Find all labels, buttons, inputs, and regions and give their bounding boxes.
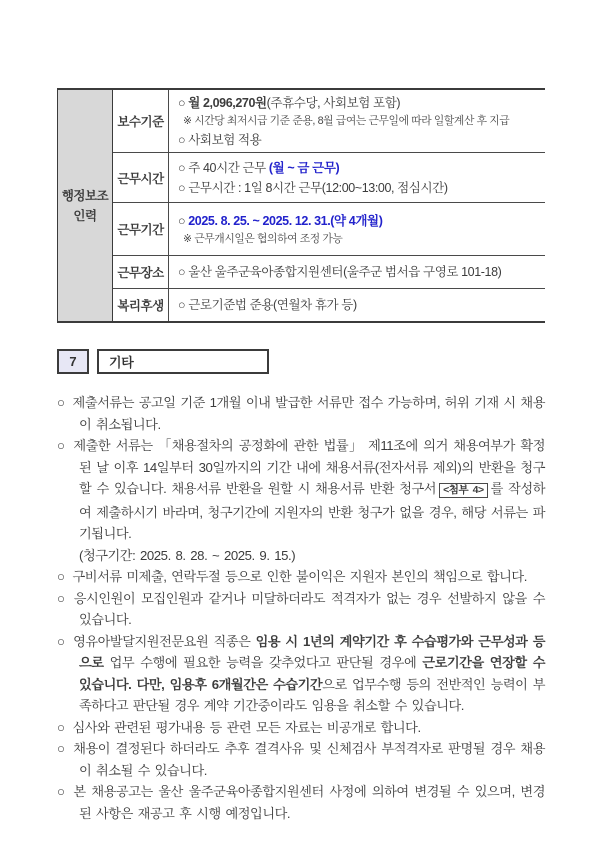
table-row-content — [169, 256, 545, 288]
text-segment: ※ 시간당 최저시급 기준 준용, 8월 급여는 근무일에 따라 일할계산 후 지급 — [183, 114, 510, 127]
text-segment: ○ — [178, 213, 189, 228]
table-row-label: 근무장소 — [113, 256, 169, 288]
table-row-label: 복리후생 — [113, 289, 169, 321]
table-row — [113, 90, 545, 152]
table-content-line — [178, 130, 545, 150]
notice-item — [57, 588, 545, 631]
notice-item — [57, 631, 545, 717]
table-row-content — [169, 203, 545, 255]
text-segment: ○ 근무시간 : 1일 8시간 근무(12:00~13:00, 점심시간) — [178, 180, 448, 195]
text-segment: (주휴수당, 사회보험 포함) — [266, 95, 401, 110]
notice-item-text — [74, 591, 545, 628]
notice-item-text — [73, 784, 545, 821]
notice-list — [57, 392, 545, 824]
circle-bullet-icon: ○ — [57, 569, 65, 584]
text-segment: 본 채용공고는 울산 울주군육아종합지원센터 사정에 의하여 변경될 수 있으며, 변경된 사항은 재공고 후 시행 예정입니다. — [73, 784, 546, 821]
text-segment: 채용이 결정된다 하더라도 추후 결격사유 및 신체검사 부적격자로 판명될 경우 채용이 취소될 수 있습니다. — [73, 741, 546, 778]
table-row — [113, 152, 545, 202]
text-segment: ○ — [178, 95, 189, 110]
text-segment: ※ 근무개시일은 협의하여 조정 가능 — [183, 232, 343, 245]
table-row-label: 근무시간 — [113, 153, 169, 202]
notice-item — [57, 566, 545, 588]
table-row-label: 근무기간 — [113, 203, 169, 255]
text-segment: (월 ~ 금 근무) — [268, 160, 340, 175]
table-content-line — [178, 93, 545, 113]
text-segment: ○ 울산 울주군육아종합지원센터(울주군 범서읍 구영로 101-18) — [178, 265, 502, 279]
table-row — [113, 255, 545, 288]
text-segment: ○ 주 40시간 근무 — [178, 160, 269, 175]
text-segment: 를 작성하여 제출하시기 바라며, 청구기간에 지원자의 반환 청구가 없을 경우, 해당 서류는 파기됩니다. — [79, 481, 545, 541]
text-segment: 심사와 관련된 평가내용 등 관련 모든 자료는 비공개로 합니다. — [72, 719, 421, 735]
document-page — [57, 88, 545, 824]
circle-bullet-icon: ○ — [57, 784, 66, 799]
text-segment: 응시인원이 모집인원과 같거나 미달하더라도 적격자가 없는 경우 선발하지 않을 수 있습니다. — [73, 590, 545, 627]
table-group-header-line2: 인력 — [73, 208, 97, 223]
text-segment: 임용 시 1년의 계약기간 후 수습평가와 근무성과 등으로 — [79, 633, 546, 670]
table-row — [113, 288, 545, 321]
job-info-table — [57, 88, 545, 323]
table-content-line — [178, 178, 545, 198]
table-content-line — [178, 211, 545, 231]
circle-bullet-icon: ○ — [57, 438, 66, 453]
circle-bullet-icon: ○ — [57, 741, 66, 756]
circle-bullet-icon: ○ — [57, 590, 66, 606]
table-row-label: 보수기준 — [113, 90, 169, 152]
text-segment: 제출서류는 공고일 기준 1개월 이내 발급한 서류만 접수 가능하며, 허위 기재 시 채용이 취소됩니다. — [72, 395, 545, 432]
notice-item — [57, 435, 545, 566]
circle-bullet-icon: ○ — [57, 719, 65, 735]
table-content-line — [178, 262, 545, 282]
table-content-line — [178, 158, 545, 178]
text-segment: 제출한 서류는 「채용절차의 공정화에 관한 법률」 제11조에 의거 채용여부가 확정된 날 이후 14일부터 30일까지의 기간 내에 채용서류(전자서류 제외)의 반환을 청구할 수 있습니다. 채용서류 반환을 원할 시 채용서류 반환 청구서 — [73, 438, 546, 496]
table-footnote-line — [178, 113, 545, 130]
text-segment: (청구기간: 2025. 8. 28. ~ 2025. 9. 15.) — [79, 547, 296, 563]
attachment-ref-box: <첨부 4> — [439, 483, 488, 498]
text-segment: 업무 수행에 필요한 능력을 갖추었다고 판단될 경우에 — [103, 655, 423, 670]
text-segment: ○ 사회보험 적용 — [178, 132, 262, 147]
table-row-content — [169, 289, 545, 321]
table-group-header-line1: 행정보조 — [61, 188, 109, 203]
notice-item-text — [73, 438, 545, 563]
notice-item-text — [73, 395, 545, 432]
table-content-line — [178, 295, 545, 315]
circle-bullet-icon: ○ — [57, 633, 66, 649]
notice-item — [57, 717, 545, 739]
table-row-content — [169, 153, 545, 202]
text-segment: 영유아발달지원전문요원 직종은 — [73, 633, 256, 649]
section-number-badge: 7 — [57, 349, 89, 374]
notice-item — [57, 738, 545, 781]
circle-bullet-icon: ○ — [57, 395, 65, 410]
table-group-header — [58, 90, 113, 321]
text-segment: 근로기간을 연장할 수 있습니다. 다만, 임용후 6개월간은 수습기간 — [79, 655, 546, 692]
notice-item — [57, 781, 545, 824]
table-row — [113, 202, 545, 255]
notice-item-text — [73, 720, 421, 735]
text-segment: ○ 근로기준법 준용(연월차 휴가 등) — [178, 298, 357, 312]
notice-item-text — [73, 634, 545, 714]
notice-item-text — [73, 741, 545, 778]
text-segment: 구비서류 미제출, 연락두절 등으로 인한 불이익은 지원자 본인의 책임으로 합니다. — [72, 569, 527, 584]
table-rows-container — [113, 90, 545, 321]
section-header — [57, 349, 545, 374]
text-segment: 으로 업무수행 등의 전반적인 능력이 부족하다고 판단될 경우 계약 기간중이라도 임용을 취소할 수 있습니다. — [79, 676, 545, 713]
text-segment: 2025. 8. 25. ~ 2025. 12. 31.(약 4개월) — [188, 213, 383, 228]
text-segment: 월 2,096,270원 — [188, 95, 267, 110]
notice-item-text — [73, 569, 527, 584]
table-footnote-line — [178, 231, 545, 248]
table-row-content — [169, 90, 545, 152]
notice-item — [57, 392, 545, 435]
section-title: 기타 — [97, 349, 269, 374]
